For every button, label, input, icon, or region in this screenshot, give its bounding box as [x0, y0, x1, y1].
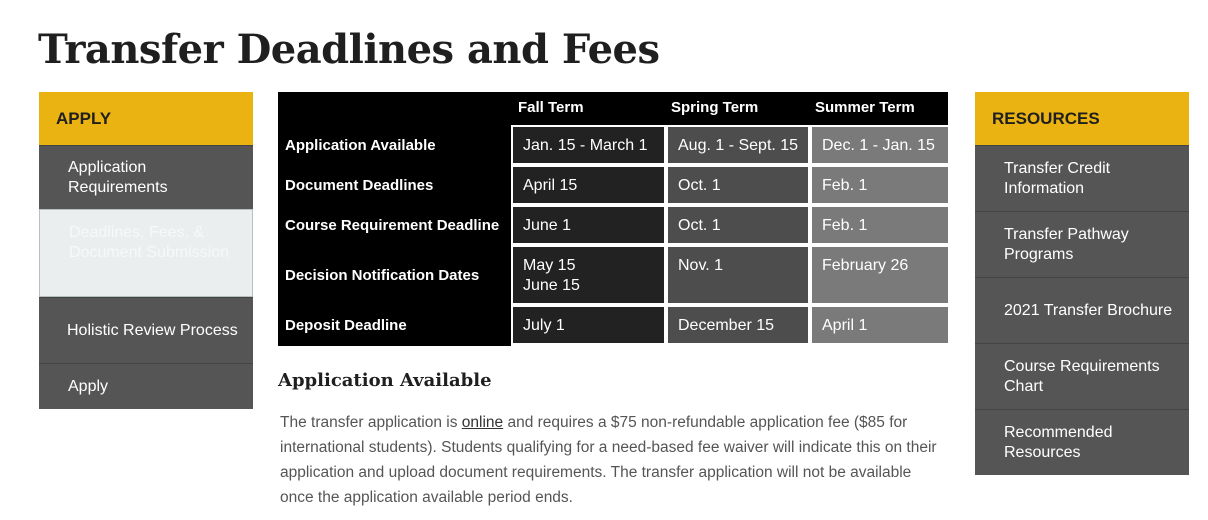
cell-summer: Feb. 1 [812, 207, 948, 243]
apply-nav-heading: APPLY [39, 92, 253, 145]
nav-item-transfer-credit[interactable] [975, 145, 1189, 211]
nav-item-deadlines-fees[interactable] [39, 209, 253, 297]
nav-item-label: Transfer Credit Information [1004, 159, 1111, 197]
cell-fall: April 15 [513, 167, 664, 203]
cell-summer: Feb. 1 [812, 167, 948, 203]
col-header-fall: Fall Term [518, 99, 584, 116]
resources-nav-heading: RESOURCES [975, 92, 1189, 145]
resources-sidenav [975, 92, 1189, 475]
nav-item-application-requirements[interactable] [39, 145, 253, 209]
nav-item-label: Application Requirements [68, 158, 168, 196]
row-label [278, 125, 511, 165]
row-label-text: Deposit Deadline [285, 317, 407, 334]
cell-fall [513, 247, 664, 303]
cell-spring: Aug. 1 - Sept. 15 [668, 127, 808, 163]
cell-summer: February 26 [812, 247, 948, 303]
col-header-spring: Spring Term [671, 99, 759, 116]
cell-fall: Jan. 15 - March 1 [513, 127, 664, 163]
cell-fall-line: June 15 [523, 277, 580, 294]
nav-item-recommended-resources[interactable] [975, 409, 1189, 475]
nav-item-transfer-pathway[interactable] [975, 211, 1189, 277]
col-header-summer: Summer Term [815, 99, 915, 116]
row-label [278, 165, 511, 205]
table-header-row [511, 92, 948, 125]
nav-item-transfer-brochure[interactable] [975, 277, 1189, 343]
cell-summer: April 1 [812, 307, 948, 343]
section-title: Application Available [278, 370, 492, 391]
nav-item-label: 2021 Transfer Brochure [1004, 301, 1173, 319]
nav-item-label: Course Requirements Chart [1004, 357, 1160, 395]
cell-fall: July 1 [513, 307, 664, 343]
section-paragraph [280, 410, 945, 510]
row-label-text: Course Requirement Deadline [285, 216, 500, 234]
row-label [278, 305, 511, 346]
table-header-corner [278, 92, 511, 125]
row-label-text: Document Deadlines [285, 176, 434, 194]
cell-fall-line: May 15 [523, 257, 576, 274]
row-label-text: Decision Notification Dates [285, 266, 480, 284]
cell-summer: Dec. 1 - Jan. 15 [812, 127, 948, 163]
nav-item-course-requirements[interactable] [975, 343, 1189, 409]
para-text: and requires a $75 non-refundable application fee ($85 for international students). Students qualifying for a need-based fee waiver will indicate this on their application and upload document requirements. The transfer application will not be available once the application available period ends. [280, 414, 937, 506]
nav-item-label: Apply [68, 377, 109, 395]
nav-item-label: Recommended Resources [1004, 423, 1113, 461]
nav-item-label: Transfer Pathway Programs [1004, 225, 1129, 263]
nav-item-holistic-review[interactable] [39, 297, 253, 363]
nav-item-label: Deadlines, Fees, & Document Submission [69, 224, 230, 261]
row-label [278, 245, 511, 305]
nav-item-apply[interactable] [39, 363, 253, 409]
apply-sidenav [39, 92, 253, 409]
row-label [278, 205, 511, 245]
cell-spring: Oct. 1 [668, 207, 808, 243]
row-label-text: Application Available [285, 136, 436, 154]
page-title: Transfer Deadlines and Fees [38, 26, 660, 73]
cell-spring: Nov. 1 [668, 247, 808, 303]
online-link[interactable]: online [461, 414, 504, 431]
cell-spring: December 15 [668, 307, 808, 343]
cell-fall: June 1 [513, 207, 664, 243]
cell-spring: Oct. 1 [668, 167, 808, 203]
nav-item-label: Holistic Review Process [67, 321, 238, 339]
para-text: The transfer application is [280, 414, 462, 431]
deadlines-table [278, 92, 948, 346]
